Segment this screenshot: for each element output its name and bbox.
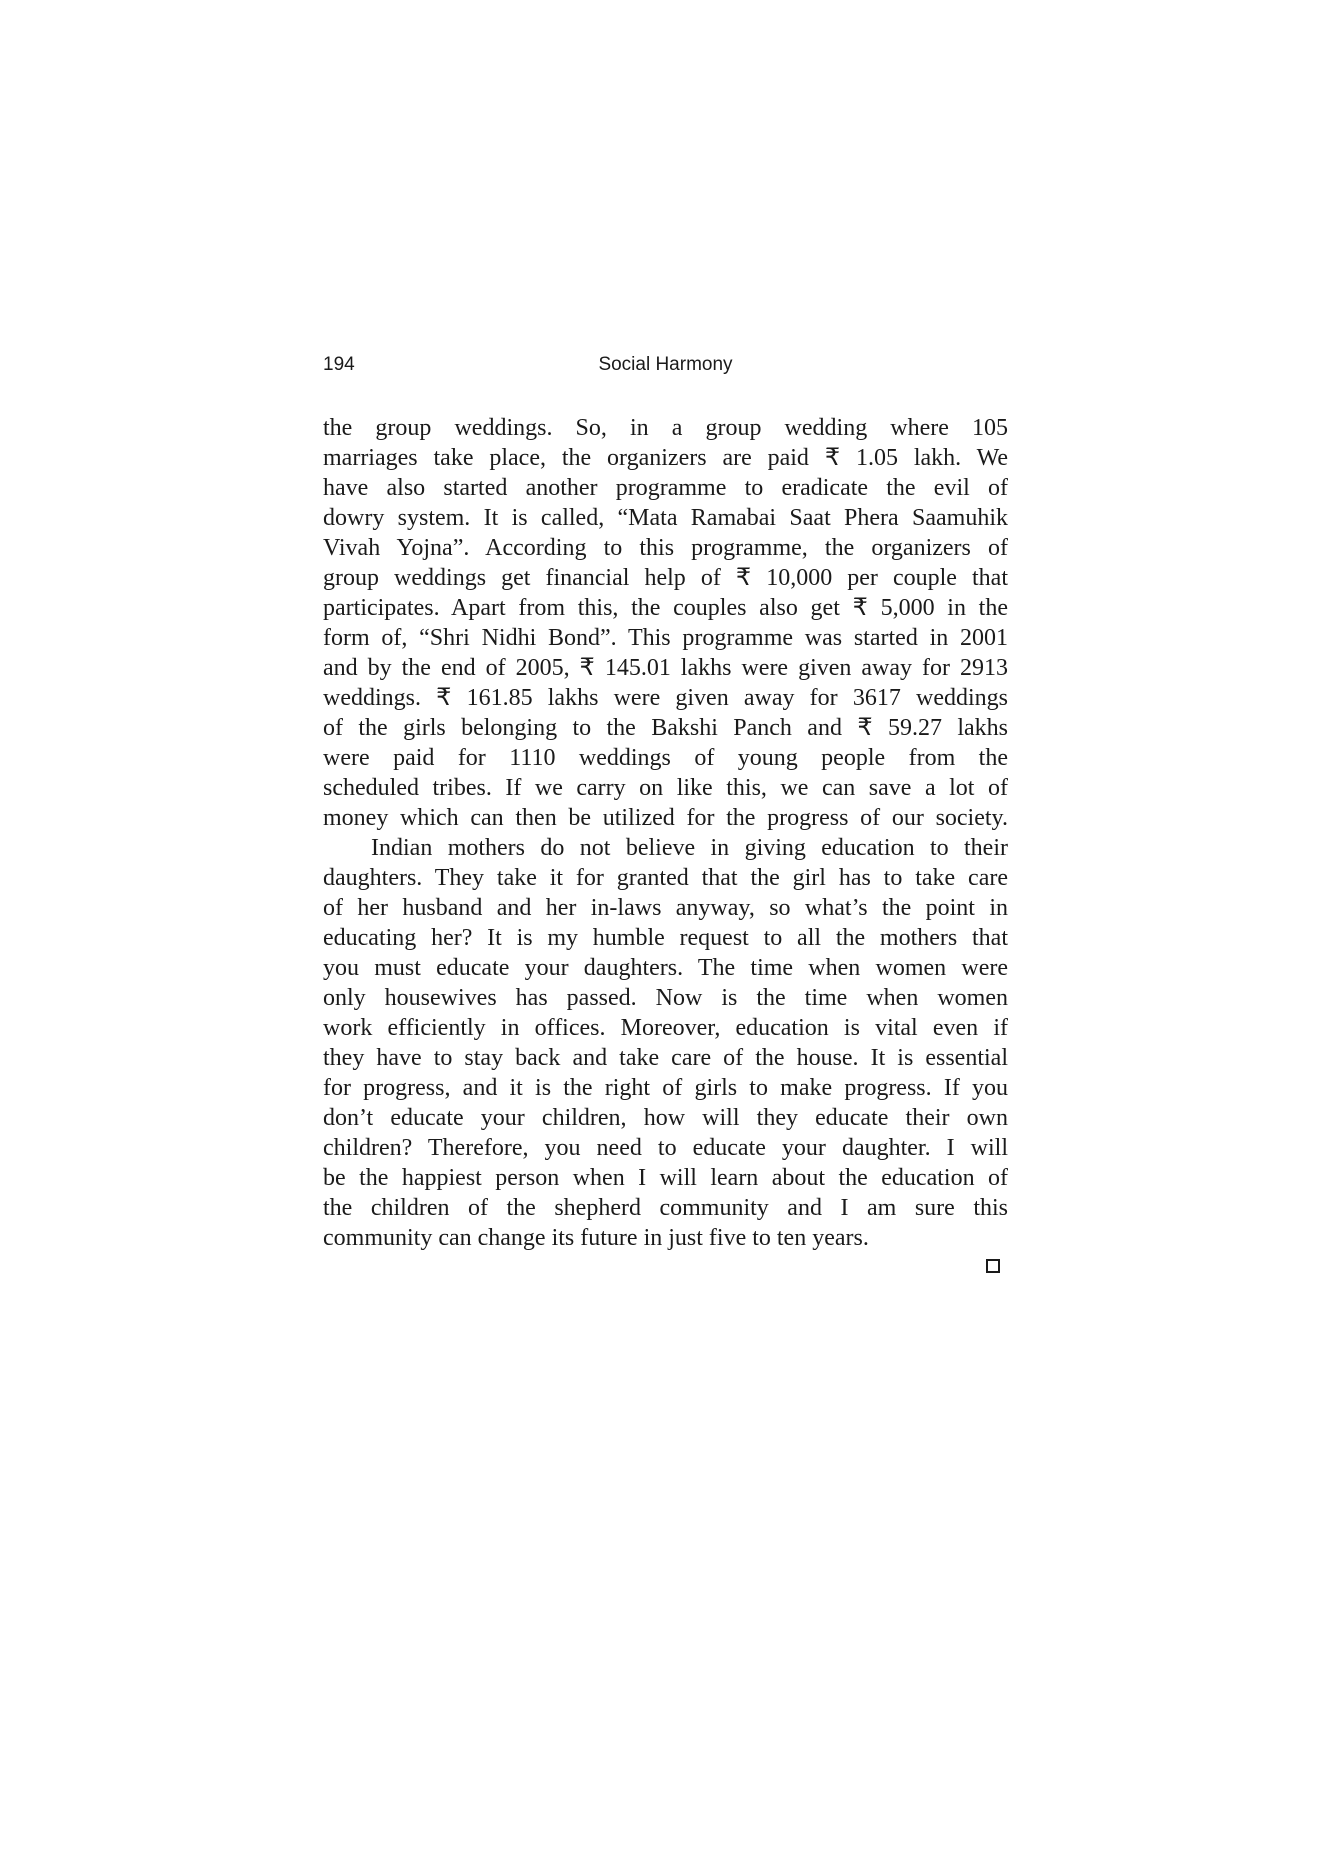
- running-title: Social Harmony: [598, 354, 733, 375]
- text-line: scheduled tribes. If we carry on like this, we can save a lot of: [323, 775, 1008, 801]
- text-line: the group weddings. So, in a group wedding where 105: [323, 415, 1008, 441]
- text-line: community can change its future in just five to ten years.: [323, 1225, 869, 1251]
- text-line: were paid for 1110 weddings of young people from the: [323, 745, 1008, 771]
- text-line: work efficiently in offices. Moreover, education is vital even if: [323, 1015, 1008, 1041]
- text-line: daughters. They take it for granted that the girl has to take care: [323, 865, 1008, 891]
- text-line: dowry system. It is called, “Mata Ramabai Saat Phera Saamuhik: [323, 505, 1008, 531]
- text-line: marriages take place, the organizers are paid ₹ 1.05 lakh. We: [323, 445, 1008, 471]
- text-line: of the girls belonging to the Bakshi Panch and ₹ 59.27 lakhs: [323, 715, 1008, 741]
- text-line: have also started another programme to eradicate the evil of: [323, 475, 1008, 501]
- text-line: the children of the shepherd community and I am sure this: [323, 1195, 1008, 1221]
- text-line: money which can then be utilized for the progress of our society.: [323, 805, 1008, 831]
- text-line: they have to stay back and take care of the house. It is essential: [323, 1045, 1008, 1071]
- text-line: only housewives has passed. Now is the time when women: [323, 985, 1008, 1011]
- text-line: form of, “Shri Nidhi Bond”. This programme was started in 2001: [323, 625, 1008, 651]
- text-line: children? Therefore, you need to educate your daughter. I will: [323, 1135, 1008, 1161]
- body-text: [323, 413, 1008, 1253]
- text-line: be the happiest person when I will learn about the education of: [323, 1165, 1008, 1191]
- text-line: don’t educate your children, how will they educate their own: [323, 1105, 1008, 1131]
- page-header: [323, 354, 1008, 384]
- text-line: and by the end of 2005, ₹ 145.01 lakhs were given away for 2913: [323, 655, 1008, 681]
- text-line: educating her? It is my humble request to all the mothers that: [323, 925, 1008, 951]
- text-line: you must educate your daughters. The time when women were: [323, 955, 1008, 981]
- text-line: Indian mothers do not believe in giving education to their: [371, 835, 1008, 861]
- text-line: participates. Apart from this, the couples also get ₹ 5,000 in the: [323, 595, 1008, 621]
- text-line: for progress, and it is the right of girls to make progress. If you: [323, 1075, 1008, 1101]
- page-number: 194: [323, 354, 355, 375]
- text-line: of her husband and her in-laws anyway, so what’s the point in: [323, 895, 1008, 921]
- text-line: weddings. ₹ 161.85 lakhs were given away for 3617 weddings: [323, 685, 1008, 711]
- end-of-chapter-square-icon: [986, 1259, 1000, 1273]
- text-line: Vivah Yojna”. According to this programme, the organizers of: [323, 535, 1008, 561]
- text-line: group weddings get financial help of ₹ 10,000 per couple that: [323, 565, 1008, 591]
